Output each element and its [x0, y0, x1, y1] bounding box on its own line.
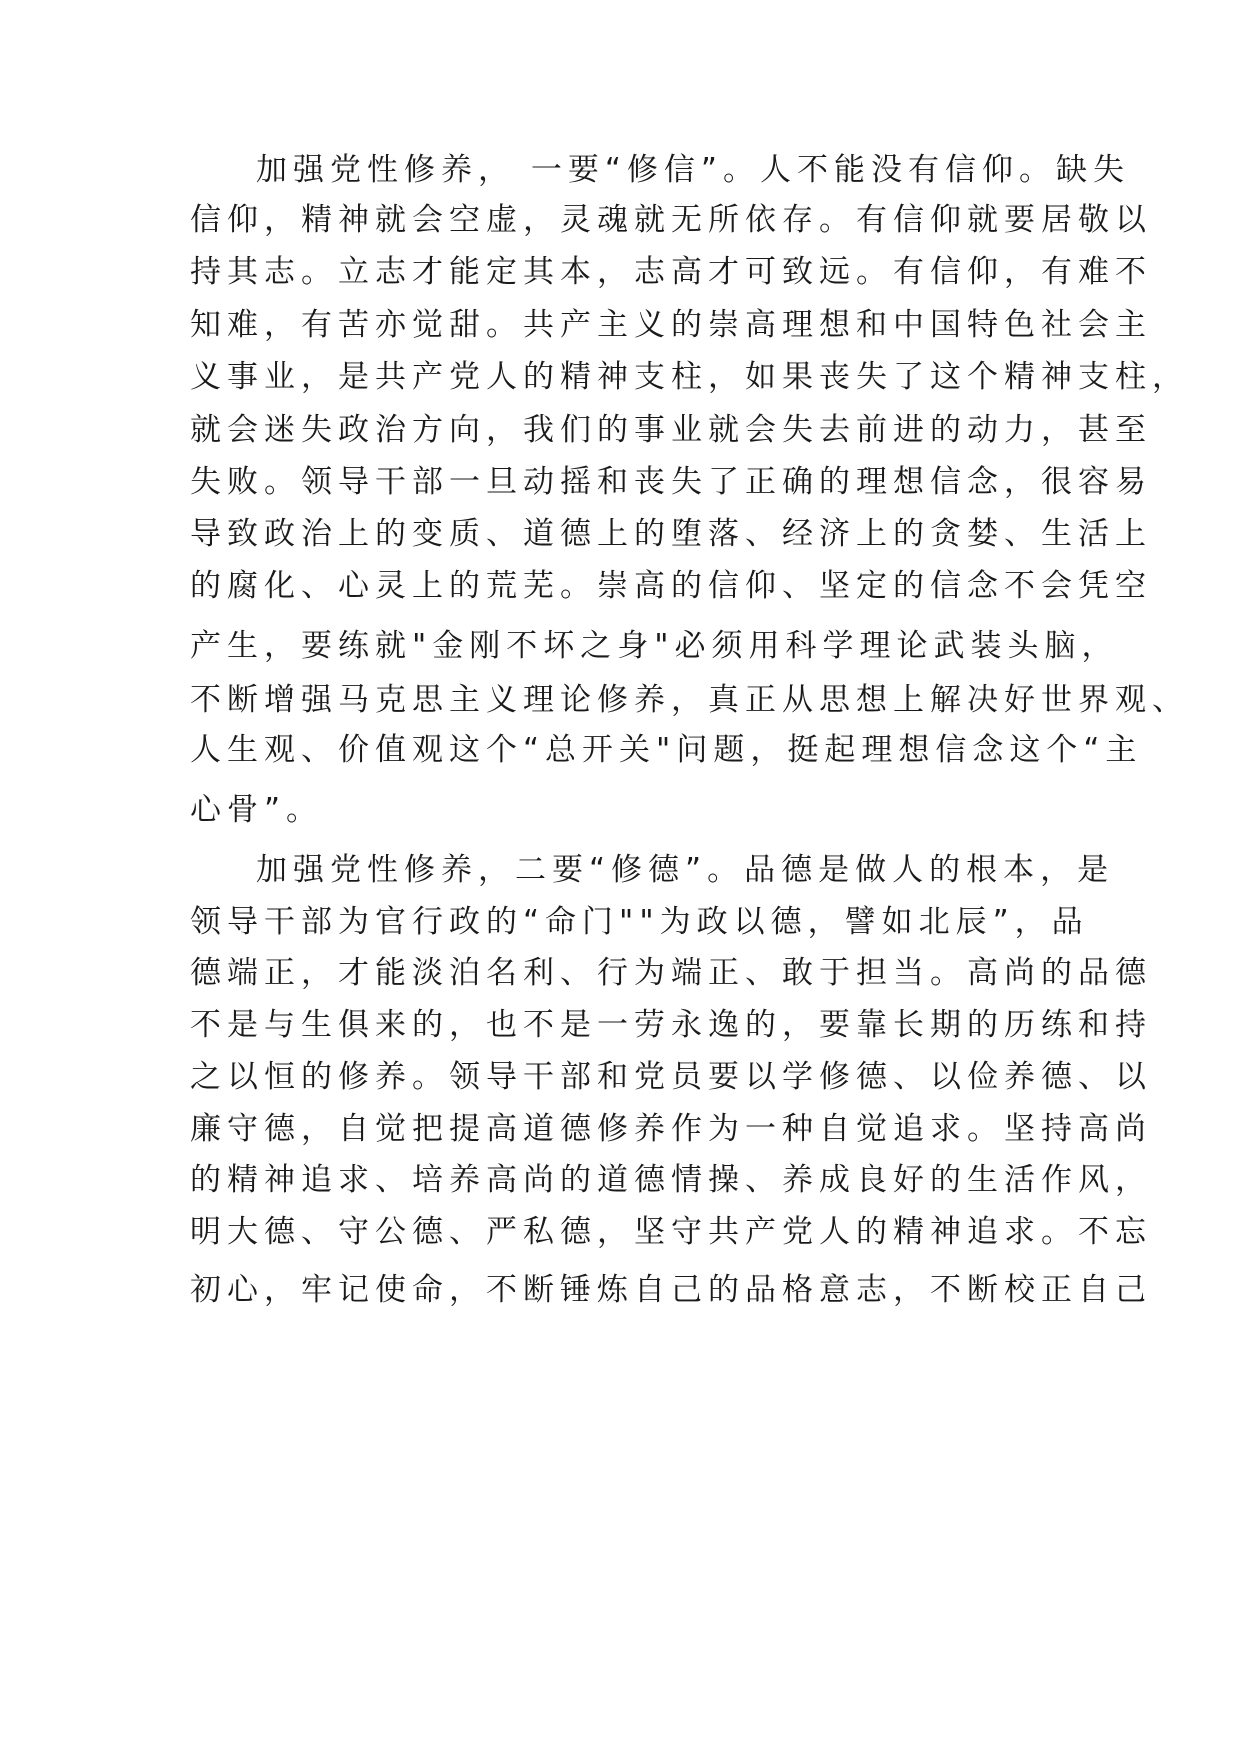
text-line: 的腐化、心灵上的荒芜。崇高的信仰、坚定的信念不会凭空 — [190, 568, 1152, 604]
text-line: 义事业，是共产党人的精神支柱，如果丧失了这个精神支柱， — [190, 359, 1189, 395]
text-line: 之以恒的修养。领导干部和党员要以学修德、以俭养德、以 — [190, 1059, 1152, 1095]
text-line: 就会迷失政治方向，我们的事业就会失去前进的动力，甚至 — [190, 412, 1152, 448]
text-line: 的精神追求、培养高尚的道德情操、养成良好的生活作风， — [190, 1162, 1152, 1198]
text-line: 持其志。立志才能定其本，志高才可致远。有信仰，有难不 — [190, 254, 1152, 290]
text-line: 不是与生俱来的，也不是一劳永逸的，要靠长期的历练和持 — [190, 1007, 1152, 1043]
text-line: 领导干部为官行政的“命门""为政以德，譬如北辰”，品 — [190, 904, 1089, 940]
text-line: 人生观、价值观这个“总开关"问题，挺起理想信念这个“主 — [190, 732, 1143, 768]
text-line: 知难，有苦亦觉甜。共产主义的崇高理想和中国特色社会主 — [190, 307, 1152, 343]
text-line: 初心，牢记使命，不断锤炼自己的品格意志，不断校正自己 — [190, 1272, 1152, 1308]
text-line: 德端正，才能淡泊名利、行为端正、敢于担当。高尚的品德 — [190, 955, 1152, 991]
text-line: 信仰，精神就会空虚，灵魂就无所依存。有信仰就要居敬以 — [190, 202, 1152, 238]
text-line: 产生，要练就"金刚不坏之身"必须用科学理论武装头脑， — [190, 628, 1119, 664]
text-line: 廉守德，自觉把提高道德修养作为一种自觉追求。坚持高尚 — [190, 1111, 1152, 1147]
text-line: 明大德、守公德、严私德，坚守共产党人的精神追求。不忘 — [190, 1214, 1152, 1250]
text-line: 心骨”。 — [190, 792, 324, 828]
text-line: 加强党性修养，二要“修德”。品德是做人的根本，是 — [256, 852, 1115, 888]
text-line: 加强党性修养， 一要“修信”。人不能没有信仰。缺失 — [256, 152, 1130, 188]
text-line: 不断增强马克思主义理论修养，真正从思想上解决好世界观、 — [190, 682, 1189, 718]
text-line: 失败。领导干部一旦动摇和丧失了正确的理想信念，很容易 — [190, 464, 1152, 500]
text-line: 导致政治上的变质、道德上的堕落、经济上的贪婪、生活上 — [190, 516, 1152, 552]
